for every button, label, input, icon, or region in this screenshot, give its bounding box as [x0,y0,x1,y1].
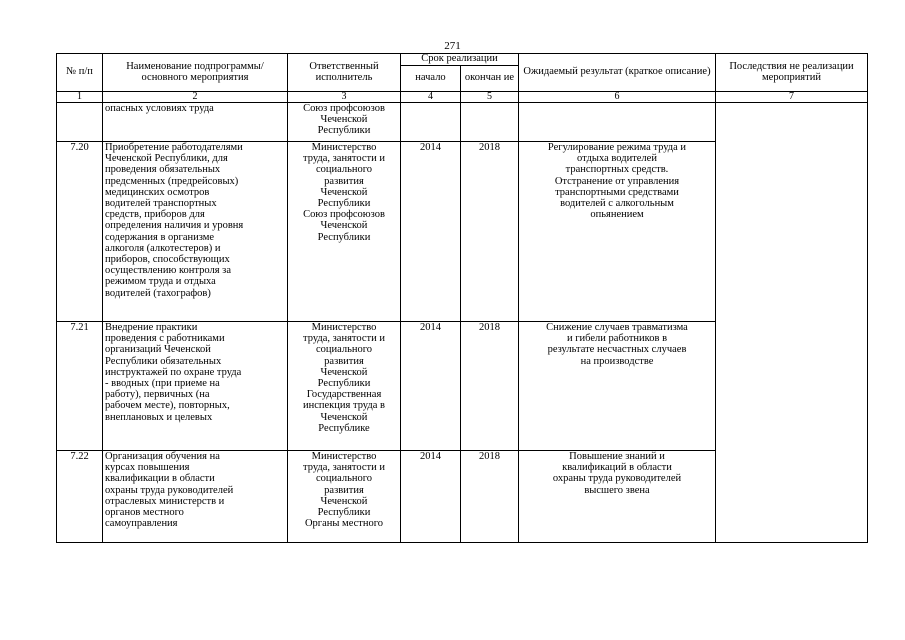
expected-result: Снижение случаев травматизма и гибели работников в результате несчастных случаев на производстве [519,322,716,451]
row-number [57,103,103,142]
header-num: № п/п [57,54,103,92]
end-year [461,103,519,142]
responsible-executor: Министерство труда, занятости и социального развития Чеченской Республики Государственная инспекция труда в Чеченской Республике [288,322,401,451]
column-number: 6 [519,92,716,103]
row-number: 7.20 [57,142,103,322]
column-number: 5 [461,92,519,103]
expected-result: Регулирование режима труда и отдыха водителей транспортных средств. Отстранение от управления транспортными средствами водителей с алкогольным опьянением [519,142,716,322]
header-end: окончан ие [461,66,519,92]
header-period: Срок реализации [401,54,519,66]
responsible-executor: Союз профсоюзов Чеченской Республики [288,103,401,142]
start-year: 2014 [401,142,461,322]
column-number: 4 [401,92,461,103]
table-row [57,103,868,142]
row-number: 7.21 [57,322,103,451]
start-year: 2014 [401,451,461,543]
header-consequences: Последствия не реализации мероприятий [716,54,868,92]
end-year: 2018 [461,142,519,322]
end-year: 2018 [461,322,519,451]
header-result: Ожидаемый результат (краткое описание) [519,54,716,92]
column-number: 2 [103,92,288,103]
end-year: 2018 [461,451,519,543]
start-year: 2014 [401,322,461,451]
column-number: 3 [288,92,401,103]
measures-table [56,53,868,543]
responsible-executor: Министерство труда, занятости и социального развития Чеченской Республики Органы местного [288,451,401,543]
consequences-cell [716,103,868,543]
expected-result [519,103,716,142]
measure-name: опасных условиях труда [103,103,288,142]
row-number: 7.22 [57,451,103,543]
header-responsible: Ответственный исполнитель [288,54,401,92]
column-number: 1 [57,92,103,103]
measure-name: Внедрение практики проведения с работниками организаций Чеченской Республики обязательных инструктажей по охране труда - вводных (при приеме на работу), первичных (на рабочем месте), повторных, внеплановых и целевых [103,322,288,451]
start-year [401,103,461,142]
expected-result: Повышение знаний и квалификаций в области охраны труда руководителей высшего звена [519,451,716,543]
measure-name: Организация обучения на курсах повышения квалификации в области охраны труда руководителей отраслевых министерств и органов местного самоуправления [103,451,288,543]
responsible-executor: Министерство труда, занятости и социального развития Чеченской Республики Союз профсоюзов Чеченской Республики [288,142,401,322]
measure-name: Приобретение работодателями Чеченской Республики, для проведения обязательных предсменных (предрейсовых) медицинских осмотров водителей транспортных средств, приборов для определения наличия и уровня содержания в организме алкоголя (алкотестеров) и приборов, способствующих осуществлению контроля за режимом труда и отдыха водителей (тахографов) [103,142,288,322]
column-number: 7 [716,92,868,103]
page-number: 271 [444,40,461,52]
header-start: начало [401,66,461,92]
header-name: Наименование подпрограммы/ основного мероприятия [103,54,288,92]
